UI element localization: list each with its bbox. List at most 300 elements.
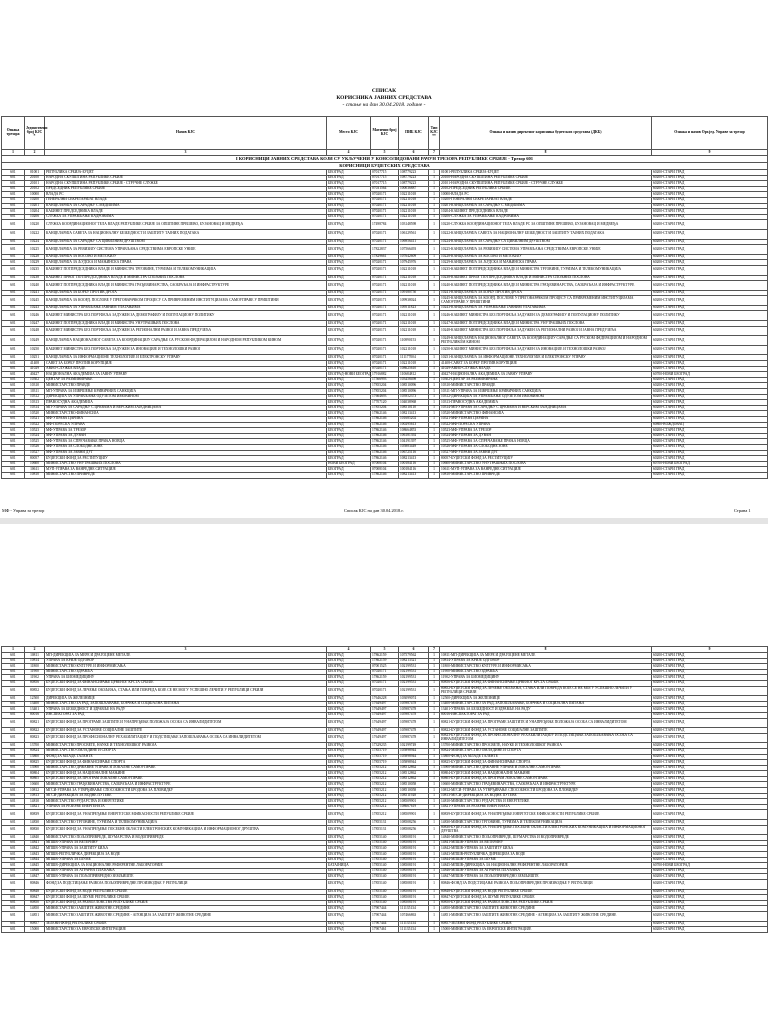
cell-registration-number: 07020171 <box>371 197 399 203</box>
cell-treasury-unit: 60200-СТАРИ ГРАД <box>652 658 768 664</box>
cell-registration-number: 17855140 <box>371 840 399 846</box>
cell-type: 1 <box>429 733 440 743</box>
cell-tax-id: 102211018 <box>399 345 429 355</box>
cell-direct-user: 10311-МП-УПРАВА ЗА ИЗВРШЕЊЕ КРИВИЧНИХ САНКЦИЈА <box>440 389 652 395</box>
cell-place: БЕОГРАД <box>327 245 371 255</box>
cell-registration-number: 17855140 <box>371 857 399 863</box>
cell-name: МФ-УПРАВА ЗА ЈАВНИ ДУГ <box>45 450 327 456</box>
cell-unique-number: 10525 <box>25 439 45 445</box>
cell-registration-number: 17855131 <box>371 825 399 835</box>
cell-registration-number: 17907444 <box>371 921 399 927</box>
cell-direct-user: 01001-РЕПУБЛИКА СРБИЈА-БУЏЕТ <box>440 170 652 176</box>
cell-treasury-unit: 60200-СТАРИ ГРАД <box>652 450 768 456</box>
cell-tax-id: 108508191 <box>399 889 429 895</box>
cell-treasury-code: 601 <box>2 239 25 245</box>
cell-tax-id: 108508191 <box>399 868 429 874</box>
cell-treasury-code: 601 <box>2 927 25 933</box>
cell-tax-id: 102211018 <box>399 203 429 209</box>
cell-place: БЕОГРАД <box>327 664 371 670</box>
cell-name: АВИО-СЛУЖБА ВЛАДЕ <box>45 366 327 372</box>
cell-unique-number: 15000 <box>25 927 45 933</box>
cell-registration-number: 17829661 <box>371 254 399 260</box>
cell-treasury-unit: 60200-СТАРИ ГРАД <box>652 927 768 933</box>
cell-tax-id: 108510110 <box>399 405 429 411</box>
cell-treasury-code: 601 <box>2 170 25 176</box>
cell-direct-user: 14851-МИНИСТАРСТВО ЗАШТИТЕ ЖИВОТНЕ СРЕДИНЕ - АГЕНЦИЈА ЗА ЗАШТИТУ ЖИВОТНЕ СРЕДИНЕ <box>440 911 652 921</box>
column-number: 8 <box>440 647 652 653</box>
cell-treasury-code: 601 <box>2 863 25 869</box>
cell-name: КАНЦЕЛАРИЈА ЗА КОСОВО И МЕТОХИЈУ <box>45 254 327 260</box>
cell-treasury-code: 601 <box>2 394 25 400</box>
cell-treasury-unit: 60200-СТАРИ ГРАД <box>652 728 768 734</box>
cell-treasury-unit: 60200-СТАРИ ГРАД <box>652 186 768 192</box>
cell-tax-id: 110684812 <box>399 372 429 378</box>
cell-place: БЕОГРАД <box>327 209 371 215</box>
cell-direct-user: 10250-КАБИНЕТ МИНИСТРА БЕЗ ПОРТФЕЉА ЗАДУЖЕН ЗА ИНОВАЦИЈЕ И ТЕХНОЛОШКИ РАЗВОЈ <box>440 345 652 355</box>
cell-direct-user: 80805-БУЏЕТСКИ ФОНД ЗА ПРОГРАМ ЛОКАЛНЕ САМОУПРАВЕ <box>440 776 652 782</box>
cell-treasury-unit: 60200-СТАРИ ГРАД <box>652 229 768 239</box>
cell-direct-user: 13800-ФОНД ЗА МЛАДЕ ТАЛЕНТЕ <box>440 754 652 760</box>
cell-treasury-code: 601 <box>2 260 25 266</box>
cell-treasury-unit: 60200-СТАРИ ГРАД <box>652 754 768 760</box>
cell-place: БЕОГРАД <box>327 765 371 771</box>
cell-name: НАРОДНА СКУПШТИНА РЕПУБЛИКЕ СРБИЈЕ <box>45 175 327 181</box>
cell-unique-number: 10240 <box>25 281 45 291</box>
cell-registration-number: 07020171 <box>371 336 399 346</box>
cell-name: ПРЕДСЕДНИК РЕПУБЛИКЕ СРБИЈЕ <box>45 186 327 192</box>
cell-place: БЕОГРАД <box>327 782 371 788</box>
cell-treasury-unit: 60200-СТАРИ ГРАД <box>652 192 768 198</box>
cell-name: КАБИНЕТ ПОТПРЕДСЕДНИКА ВЛАДЕ И МИНИСТРА ГРАЂЕВИНАРСТВА, САОБРАЋАЈА И ИНФРАСТРУКТУРЕ <box>45 281 327 291</box>
cell-type: 1 <box>429 743 440 749</box>
cell-place: БЕОГРАД <box>327 355 371 361</box>
cell-unique-number: 14845 <box>25 863 45 869</box>
cell-treasury-code: 601 <box>2 760 25 766</box>
cell-treasury-unit: 60200-СТАРИ ГРАД <box>652 748 768 754</box>
cell-name: МИНИСТАРСТВО ЗАШТИТЕ ЖИВОТНЕ СРЕДИНЕ <box>45 906 327 912</box>
cell-name: МИНИСТАРСТВО ЗА РАД, ЗАПОШЉАВАЊЕ, БОРАЧКА И СОЦИЈАЛНА ПИТАЊА <box>45 701 327 707</box>
cell-place: БЕОГРАД <box>327 748 371 754</box>
cell-unique-number: 10249 <box>25 336 45 346</box>
cell-treasury-code: 601 <box>2 355 25 361</box>
cell-name: МИНИСТАРСТВО ГРАЂЕВИНАРСТВА, САОБРАЋАЈА И ИНФРАСТРУКТУРЕ <box>45 782 327 788</box>
cell-name: МИНИСТАРСТВО ПРОСВЕТЕ, НАУКЕ И ТЕХНОЛОШКОГ РАЗВОЈА <box>45 743 327 749</box>
cell-registration-number: 07020171 <box>371 214 399 220</box>
cell-place: БЕОГРАД <box>327 895 371 901</box>
cell-registration-number: 07017715 <box>371 181 399 187</box>
cell-tax-id: 108510058 <box>399 782 429 788</box>
cell-type: 1 <box>429 456 440 462</box>
cell-tax-id: 108213321 <box>399 658 429 664</box>
section-subheading: КОРИСНИЦИ БУЏЕТСКИХ СРЕДСТАВА <box>2 163 768 170</box>
cell-tax-id: 111177004 <box>399 355 429 361</box>
cell-registration-number: 17855140 <box>371 879 399 889</box>
cell-direct-user: 10206-СЛУЖБА ЗА УПРАВЉАЊЕ КАДРОВИМА <box>440 214 652 220</box>
cell-name: КАНЦЕЛАРИЈА САВЕТА ЗА НАЦИОНАЛНУ БЕЗБЕДНОСТ И ЗАШТИТУ ТАЈНИХ ПОДАТАКА <box>45 229 327 239</box>
cell-treasury-unit: 60200-СТАРИ ГРАД <box>652 820 768 826</box>
cell-treasury-unit: 60200-СТАРИ ГРАД <box>652 765 768 771</box>
cell-type: 1 <box>429 760 440 766</box>
cell-type: 1 <box>429 771 440 777</box>
cell-name: МИНИСТАРСТВО ПОЉОПРИВРЕДЕ, ШУМАРСТВА И ВОДОПРИВРЕДЕ <box>45 835 327 841</box>
cell-registration-number: 17855140 <box>371 895 399 901</box>
cell-tax-id: 108510058 <box>399 788 429 794</box>
cell-direct-user: 10810-МИНИСТАРСТВО ПРИВРЕДЕ <box>440 472 652 478</box>
cell-place: БЕОГРАД <box>327 311 371 321</box>
cell-type: 1 <box>429 669 440 675</box>
cell-registration-number: 17855131 <box>371 820 399 826</box>
budget-users-table-page-1 <box>1 116 768 479</box>
cell-unique-number: 13401 <box>25 707 45 713</box>
cell-tax-id: 111135134 <box>399 906 429 912</box>
cell-direct-user: 80848-БУЏЕТСКИ ФОНД ЗА ВОДЕ РЕПУБЛИКЕ СРБИЈЕ <box>440 889 652 895</box>
cell-treasury-code: 601 <box>2 416 25 422</box>
cell-tax-id: 100036887 <box>399 186 429 192</box>
cell-registration-number: 17498784 <box>371 220 399 230</box>
cell-type: 1 <box>429 336 440 346</box>
cell-tax-id: 108508191 <box>399 895 429 901</box>
cell-direct-user: 41408-САВЕТ ЗА БОРБУ ПРОТИВ КОРУПЦИЈЕ <box>440 361 652 367</box>
cell-name: МИНИСТАРСТВО УНУТРАШЊИХ ПОСЛОВА <box>45 461 327 467</box>
cell-direct-user: 11902-УПРАВА ЗА БИОМЕДИЦИНУ <box>440 675 652 681</box>
cell-type: 1 <box>429 874 440 880</box>
cell-registration-number: 07017715 <box>371 170 399 176</box>
cell-type: 1 <box>429 254 440 260</box>
cell-direct-user: 11800-МИНИСТАРСТВО КУЛТУРЕ И ИНФОРМИСАЊА <box>440 664 652 670</box>
cell-treasury-code: 601 <box>2 868 25 874</box>
cell-name: МПШВ-УПРАВА ЗА ЗАШТИТУ БИЉА <box>45 846 327 852</box>
cell-treasury-code: 601 <box>2 389 25 395</box>
cell-place: БЕОГРАД <box>327 275 371 281</box>
cell-unique-number: 10526 <box>25 444 45 450</box>
cell-type: 1 <box>429 321 440 327</box>
column-number: 3 <box>45 647 327 653</box>
cell-treasury-code: 601 <box>2 921 25 927</box>
cell-unique-number: 80016 <box>25 712 45 718</box>
cell-place: БЕОГРАД <box>327 927 371 933</box>
cell-treasury-code: 601 <box>2 290 25 296</box>
cell-type: 1 <box>429 355 440 361</box>
cell-name: БУЏЕТСКИ ФОНД ЗА ФИНАНСИРАЊЕ ЦРВЕНОГ КРСТА СРБИЈЕ <box>45 680 327 686</box>
cell-treasury-unit: 60200-СТАРИ ГРАД <box>652 245 768 255</box>
cell-unique-number: 01001 <box>25 170 45 176</box>
cell-treasury-unit: 60200-СТАРИ ГРАД <box>652 840 768 846</box>
cell-tax-id: 105898944 <box>399 748 429 754</box>
cell-treasury-code: 601 <box>2 305 25 311</box>
cell-name: РЕПУБЛИКА СРБИЈА-БУЏЕТ <box>45 170 327 176</box>
cell-name: КАБИНЕТ ПРЕДСЕДНИКА ВЛАДЕ <box>45 209 327 215</box>
cell-place: БЕОГРАД <box>327 220 371 230</box>
cell-type: 1 <box>429 405 440 411</box>
cell-tax-id: 108779223 <box>399 175 429 181</box>
cell-unique-number: 14847 <box>25 874 45 880</box>
cell-place: БЕОГРАД <box>327 389 371 395</box>
cell-direct-user: 10813-МГСИ-ДИРЕКЦИЈА ЗА ВОДНЕ ПУТЕВЕ <box>440 793 652 799</box>
cell-registration-number: 07008104 <box>371 461 399 467</box>
cell-treasury-code: 601 <box>2 467 25 473</box>
cell-type: 1 <box>429 444 440 450</box>
cell-name: КАНЦЕЛАРИЈА ЗА УПРАВЉАЊЕ ЈАВНИМ УЛАГАЊИМА <box>45 305 327 311</box>
cell-registration-number: 17649497 <box>371 728 399 734</box>
cell-unique-number: 10222 <box>25 229 45 239</box>
cell-treasury-unit: 60200-СТАРИ ГРАД <box>652 653 768 659</box>
cell-unique-number: 10523 <box>25 428 45 434</box>
cell-registration-number: 17566993 <box>371 377 399 383</box>
cell-direct-user: 10245-КАНЦЕЛАРИЈА ЗА КООРД. ПОСЛОВЕ У ПРЕГОВАРАЧКОМ ПРОЦЕСУ СА ПРИВРЕМЕНИМ ИНСТИТУЦИЈАМА САМОУПРАВЕ У ПРИШТИНИ <box>440 296 652 306</box>
cell-treasury-code: 601 <box>2 321 25 327</box>
cell-registration-number: 07020171 <box>371 296 399 306</box>
cell-type: 1 <box>429 825 440 835</box>
cell-treasury-code: 601 <box>2 852 25 858</box>
cell-treasury-code: 601 <box>2 733 25 743</box>
cell-tax-id: 105883449 <box>399 444 429 450</box>
cell-registration-number: 07020171 <box>371 680 399 686</box>
cell-unique-number: 10245 <box>25 296 45 306</box>
cell-unique-number: 80805 <box>25 776 45 782</box>
cell-treasury-code: 601 <box>2 366 25 372</box>
cell-registration-number: 17862146 <box>371 444 399 450</box>
cell-place: БЕОГРАД <box>327 900 371 906</box>
cell-treasury-code: 601 <box>2 840 25 846</box>
cell-treasury-unit: 60200-СТАРИ ГРАД <box>652 296 768 306</box>
cell-type: 1 <box>429 345 440 355</box>
cell-direct-user: 14830-МИНИСТАРСТВО ТРГОВИНЕ, ТУРИЗМА И ТЕЛЕКОМУНИКАЦИЈА <box>440 820 652 826</box>
table-body-page-2 <box>2 653 768 933</box>
cell-treasury-code: 601 <box>2 450 25 456</box>
cell-place: БЕОГРАД <box>327 793 371 799</box>
cell-unique-number: 80821 <box>25 718 45 728</box>
cell-unique-number: 14844 <box>25 857 45 863</box>
header-place: Место КЈС <box>327 117 371 150</box>
cell-name: ЗЕЛЕНИ ФОНД РЕПУБЛИКЕ СРБИЈЕ <box>45 921 327 927</box>
cell-treasury-code: 601 <box>2 658 25 664</box>
cell-name: БУЏЕТСКИ ФОНД ЗА НАЦИОНАЛНЕ МАЊИНЕ <box>45 771 327 777</box>
cell-place: БЕОГРАД <box>327 788 371 794</box>
cell-treasury-unit: 60200-СТАРИ ГРАД <box>652 383 768 389</box>
section-heading-row <box>2 156 768 163</box>
cell-place: БЕОГРАД <box>327 422 371 428</box>
cell-place: БЕОГРАД <box>327 439 371 445</box>
section-heading: I КОРИСНИЦИ ЈАВНИХ СРЕДСТАВА КОЈИ СУ УКЉУЧЕНИ У КОНСОЛИДОВАНИ РАЧУН ТРЕЗОРА РЕПУБЛИКЕ СРБИЈЕ - Трезор 601 <box>2 156 768 163</box>
cell-type: 1 <box>429 366 440 372</box>
cell-type: 1 <box>429 840 440 846</box>
cell-place: БЕОГРАД <box>327 345 371 355</box>
cell-name: ДИРЕКЦИЈА ЗА ЖЕЛЕЗНИЦЕ <box>45 696 327 702</box>
cell-type: 1 <box>429 927 440 933</box>
cell-registration-number: 17862146 <box>371 416 399 422</box>
cell-direct-user: 10248-КАБИНЕТ МИНИСТРА БЕЗ ПОРТФЕЉА ЗАДУЖЕН ЗА РЕГИОНАЛНИ РАЗВОЈ И ЈАВНА ПРЕДУЗЕЋА <box>440 326 652 336</box>
header-treasury-unit: Ознака и назив Орг.јед. Управе за трезор <box>652 117 768 150</box>
cell-tax-id: 101685202 <box>399 416 429 422</box>
cell-tax-id: 105987478 <box>399 733 429 743</box>
cell-treasury-code: 601 <box>2 336 25 346</box>
cell-unique-number: 10814 <box>25 658 45 664</box>
column-number: 2 <box>25 150 45 156</box>
cell-treasury-unit: 60200-СТАРИ ГРАД <box>652 254 768 260</box>
cell-registration-number: 17855212 <box>371 771 399 777</box>
cell-name: НАЦИОНАЛНА АКАДЕМИЈА ЗА ЈАВНУ УПРАВУ <box>45 372 327 378</box>
cell-tax-id: 111135134 <box>399 921 429 927</box>
cell-place: БЕОГРАД <box>327 804 371 810</box>
cell-place: БЕОГРАД <box>327 197 371 203</box>
cell-treasury-unit: 60200-СТАРИ ГРАД <box>652 439 768 445</box>
cell-treasury-code: 601 <box>2 275 25 281</box>
cell-registration-number: 17649497 <box>371 712 399 718</box>
cell-name: УПРАВА ЗА РЕЗЕРВЕ ЕНЕРГЕНАТА <box>45 804 327 810</box>
cell-unique-number: 80822 <box>25 728 45 734</box>
cell-registration-number: 17862146 <box>371 411 399 417</box>
budget-users-table-page-2 <box>1 646 768 933</box>
cell-place: БЕОГРАД <box>327 260 371 266</box>
cell-tax-id: 107945976 <box>399 260 429 266</box>
cell-place: БЕОГРАД <box>327 428 371 434</box>
cell-type: 1 <box>429 214 440 220</box>
cell-place: БЕОГРАД <box>327 281 371 291</box>
column-number: 7 <box>429 150 440 156</box>
cell-unique-number: 80852 <box>25 686 45 696</box>
cell-treasury-code: 601 <box>2 857 25 863</box>
header-type: Тип КЈС ** <box>429 117 440 150</box>
cell-registration-number: 17907444 <box>371 906 399 912</box>
footer-issuer: МФ - Управа за трезор <box>2 508 45 513</box>
cell-unique-number: 10313 <box>25 400 45 406</box>
cell-direct-user: 10251-КАНЦЕЛАРИЈА ЗА ИНФОРМАЦИОНЕ ТЕХНОЛОГИЈЕ И ЕЛЕКТРОНСКУ УПРАВУ <box>440 355 652 361</box>
cell-treasury-code: 601 <box>2 439 25 445</box>
cell-treasury-code: 601 <box>2 707 25 713</box>
cell-treasury-unit: 60200-СТАРИ ГРАД <box>652 203 768 209</box>
cell-tax-id: 108508256 <box>399 820 429 826</box>
cell-treasury-unit: 60200-СТАРИ ГРАД <box>652 170 768 176</box>
cell-place: БЕОГРАД <box>327 840 371 846</box>
cell-treasury-code: 601 <box>2 874 25 880</box>
cell-unique-number: 10522 <box>25 422 45 428</box>
cell-direct-user: 40427-НАЦИОНАЛНА АКАДЕМИЈА ЗА ЈАВНУ УПРАВУ <box>440 372 652 378</box>
cell-registration-number: 17862146 <box>371 428 399 434</box>
cell-name: КАНЦЕЛАРИЈА ЗА САРАДЊУ С МЕДИЈИМА <box>45 203 327 209</box>
cell-treasury-unit: 60200-СТАРИ ГРАД <box>652 911 768 921</box>
cell-treasury-code: 601 <box>2 825 25 835</box>
cell-registration-number: 07020171 <box>371 311 399 321</box>
cell-tax-id: 103458498 <box>399 377 429 383</box>
cell-registration-number: 07020171 <box>371 355 399 361</box>
cell-unique-number: 10302 <box>25 377 45 383</box>
cell-direct-user: 10235-КАБИНЕТ ПОТПРЕДСЕДНИКА ВЛАДЕ И МИНИСТРА ТРГОВИНЕ, ТУРИЗМА И ТЕЛЕКОМУНИКАЦИЈА <box>440 265 652 275</box>
cell-type: 1 <box>429 728 440 734</box>
cell-direct-user: 10000-ВЛАДА РС <box>440 192 652 198</box>
cell-registration-number: 07020171 <box>371 321 399 327</box>
cell-name: КАБИНЕТ ПОТПРЕДСЕДНИКА ВЛАДЕ И МИНИСТРА УНУТРАШЊИХ ПОСЛОВА <box>45 321 327 327</box>
cell-type: 1 <box>429 879 440 889</box>
cell-treasury-unit: 60200-СТАРИ ГРАД <box>652 444 768 450</box>
column-number: 4 <box>327 647 371 653</box>
cell-treasury-code: 601 <box>2 472 25 478</box>
cell-name: ИНСПЕКТОРАТ ЗА РАД <box>45 712 327 718</box>
cell-place: НОВИ БЕОГРАД <box>327 461 371 467</box>
cell-treasury-code: 601 <box>2 405 25 411</box>
cell-tax-id: 109180750 <box>399 290 429 296</box>
cell-direct-user: 10814-УПРАВА ЗА КРИЈЕ ОДГОВОР <box>440 658 652 664</box>
cell-unique-number: 10229 <box>25 260 45 266</box>
table-row <box>2 911 768 921</box>
cell-place: БЕОГРАД <box>327 820 371 826</box>
cell-type: 1 <box>429 804 440 810</box>
cell-registration-number: 17855212 <box>371 799 399 805</box>
cell-type: 1 <box>429 664 440 670</box>
cell-type: 1 <box>429 181 440 187</box>
cell-treasury-unit: 60200-СТАРИ ГРАД <box>652 835 768 841</box>
cell-treasury-code: 601 <box>2 771 25 777</box>
cell-tax-id: 106129561 <box>399 229 429 239</box>
cell-direct-user: 10204-КАБИНЕТ ПРЕДСЕДНИКА ВЛАДЕ <box>440 209 652 215</box>
cell-place: БЕОГРАД <box>327 444 371 450</box>
table-row <box>2 336 768 346</box>
cell-name: МУП-УПРАВА ЗА ВАНРЕДНЕ СИТУАЦИЈЕ <box>45 467 327 473</box>
cell-unique-number: 20102 <box>25 186 45 192</box>
cell-treasury-unit: 60200-СТАРИ ГРАД <box>652 680 768 686</box>
cell-type: 1 <box>429 852 440 858</box>
cell-unique-number: 10611 <box>25 467 45 473</box>
cell-place: БЕОГРАД <box>327 760 371 766</box>
cell-treasury-code: 601 <box>2 889 25 895</box>
cell-treasury-unit: 60200-СТАРИ ГРАД <box>652 209 768 215</box>
cell-type: 1 <box>429 658 440 664</box>
cell-registration-number: 17649497 <box>371 733 399 743</box>
cell-unique-number: 10251 <box>25 355 45 361</box>
cell-unique-number: 80857 <box>25 921 45 927</box>
cell-type: 1 <box>429 377 440 383</box>
cell-unique-number: 12500 <box>25 696 45 702</box>
cell-treasury-code: 601 <box>2 411 25 417</box>
cell-registration-number: 17855140 <box>371 835 399 841</box>
table-row <box>2 281 768 291</box>
cell-place: БЕОГРАД <box>327 361 371 367</box>
cell-registration-number: 17855140 <box>371 874 399 880</box>
cell-unique-number: 11902 <box>25 675 45 681</box>
cell-direct-user: 80846-ФОНД ЗА ПОДСТИЦАЊЕ РАЗВОЈА ПОЉОПРИВРЕДНЕ ПРОИЗВОДЊЕ У РЕПУБЛИЦИ <box>440 879 652 889</box>
cell-type: 1 <box>429 467 440 473</box>
cell-type: 1 <box>429 906 440 912</box>
cell-place: БЕОГРАД <box>327 214 371 220</box>
section-subheading-row <box>2 163 768 170</box>
cell-tax-id: 102211018 <box>399 197 429 203</box>
cell-name: МФ-УПРАВА ЗА ТРЕЗОР <box>45 428 327 434</box>
cell-registration-number: 07020171 <box>371 192 399 198</box>
cell-unique-number: 10811 <box>25 653 45 659</box>
cell-unique-number: 14843 <box>25 852 45 858</box>
cell-direct-user: 80823-БУЏЕТСКИ ФОНД ЗА ПРОФЕСИОНАЛНУ РЕХАБИЛИТАЦИЈУ И ПОДСТИЦАЊЕ ЗАПОШЉАВАЊА ОСОБА СА ИНВАЛИДИТЕТОМ <box>440 733 652 743</box>
cell-name: МИНИСТАРСТВО ФИНАНСИЈА <box>45 411 327 417</box>
cell-direct-user: 10314-МП-УПРАВА ЗА САРАДЊУ С ЦРКВАМА И ВЕРСКИМ ЗАЈЕДНИЦАМА <box>440 405 652 411</box>
cell-place: БЕОГРАД <box>327 776 371 782</box>
cell-registration-number: 17862159 <box>371 675 399 681</box>
column-number: 5 <box>371 647 399 653</box>
cell-direct-user: 10225-КАНЦЕЛАРИЈА ЗА РЕВИЗИЈУ СИСТЕМА УПРАВЉАЊА СРЕДСТВИМА ЕВРОПСКЕ УНИЈЕ <box>440 245 652 255</box>
table-row <box>2 733 768 743</box>
cell-registration-number: 17664693 <box>371 394 399 400</box>
cell-direct-user: 10241-КАНЦЕЛАРИЈА ЗА БОРБУ ПРОТИВ ДРОГА <box>440 290 652 296</box>
cell-place: БЕОГРАД <box>327 400 371 406</box>
cell-treasury-code: 601 <box>2 345 25 355</box>
cell-type: 1 <box>429 186 440 192</box>
cell-treasury-unit: 60200-СТАРИ ГРАД <box>652 428 768 434</box>
cell-unique-number: 10235 <box>25 265 45 275</box>
cell-treasury-code: 601 <box>2 456 25 462</box>
cell-treasury-unit: 60200-СТАРИ ГРАД <box>652 311 768 321</box>
cell-registration-number: 17855140 <box>371 900 399 906</box>
cell-registration-number: 07020171 <box>371 265 399 275</box>
cell-direct-user: 15000-МИНИСТАРСТВО ЗА ЕВРОПСКЕ ИНТЕГРАЦИЈЕ <box>440 927 652 933</box>
cell-tax-id: 106956411 <box>399 239 429 245</box>
